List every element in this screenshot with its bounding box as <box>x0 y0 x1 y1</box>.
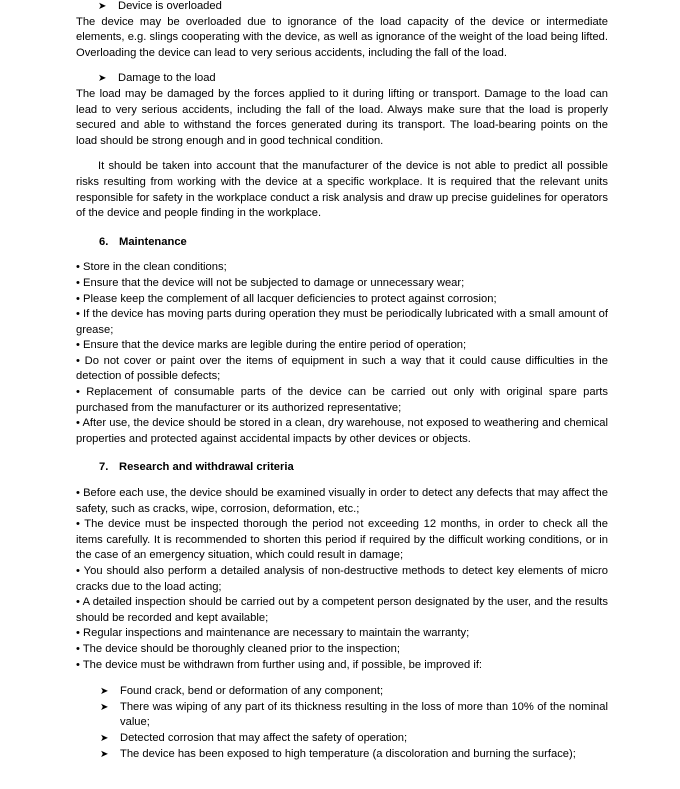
document-page <box>76 0 608 762</box>
arrowhead-bullet-icon: ➤ <box>98 73 107 85</box>
list-item: • If the device has moving parts during operation they must be periodically lubricated with a small amount of grease; <box>76 308 608 336</box>
section-heading-maintenance: 6. Maintenance <box>99 235 187 248</box>
paragraph-risk-analysis: It should be taken into account that the manufacturer of the device is not able to predict all possible risks resulting from working with the device at a specific workplace. It is required that the relevant units responsible for safety in the workplace conduct a risk analysis and draw up precise guidelines for operators of the device and people finding in the workplace. <box>76 160 608 220</box>
list-item: • Store in the clean conditions; <box>76 261 227 274</box>
withdrawal-criteria-list <box>76 684 608 762</box>
list-item: • Regular inspections and maintenance are necessary to maintain the warranty; <box>76 627 470 640</box>
subheading-device-overloaded: ➤ Device is overloaded <box>76 0 608 15</box>
list-item: • The device should be thoroughly cleaned prior to the inspection; <box>76 642 401 655</box>
arrowhead-bullet-icon: ➤ <box>98 1 107 12</box>
list-item: • Replacement of consumable parts of the device can be carried out only with original spare parts purchased from the manufacturer or its authorized representative; <box>76 386 608 414</box>
arrowhead-bullet-icon: ➤ <box>100 748 109 760</box>
section-heading-research: 7. Research and withdrawal criteria <box>99 461 294 474</box>
criteria-item: ➤ Detected corrosion that may affect the safety of operation; <box>100 731 608 747</box>
list-item: • The device must be withdrawn from further using and, if possible, be improved if: <box>76 658 483 671</box>
criteria-item: ➤ The device has been exposed to high temperature (a discoloration and burning the surface); <box>100 747 608 763</box>
list-item: • A detailed inspection should be carried out by a competent person designated by the user, and the results should be recorded and kept available; <box>76 596 608 624</box>
list-item: • Please keep the complement of all lacquer deficiencies to protect against corrosion; <box>76 292 497 305</box>
maintenance-list <box>76 260 608 447</box>
list-item: • Before each use, the device should be examined visually in order to detect any defects that may affect the safety, such as cracks, wipe, corrosion, deformation, etc.; <box>76 487 608 515</box>
list-item: • Ensure that the device marks are legible during the entire period of operation; <box>76 339 467 352</box>
research-list <box>76 486 608 673</box>
list-item: • The device must be inspected thorough the period not exceeding 12 months, in order to check all the items carefully. It is recommended to shorten this period if required by the difficult working conditions, or in the case of an emergency situation, which could result in damage; <box>76 518 608 562</box>
paragraph-overload: The device may be overloaded due to ignorance of the load capacity of the device or intermediate elements, e.g. slings cooperating with the device, as well as ignorance of the weight of the load being lifted. Overloading the device can lead to very serious accidents, including the fall of the load. <box>76 15 608 59</box>
subheading-damage-to-load: ➤ Damage to the load <box>76 71 608 87</box>
list-item: • Do not cover or paint over the items of equipment in such a way that it could cause difficulties in the detection of possible defects; <box>76 354 608 383</box>
arrowhead-bullet-icon: ➤ <box>100 732 109 744</box>
paragraph-damage: The load may be damaged by the forces applied to it during lifting or transport. Damage to the load can lead to very serious accidents, including the fall of the load. Always make sure that the load is properly secured and able to withstand the forces generated during its transport. The load-bearing points on the load should be strong enough and in good technical condition. <box>76 87 608 147</box>
list-item: • Ensure that the device will not be subjected to damage or unnecessary wear; <box>76 276 465 289</box>
criteria-item: ➤ Found crack, bend or deformation of any component; <box>100 684 608 700</box>
list-item: • You should also perform a detailed analysis of non-destructive methods to detect key elements of micro cracks due to the load acting; <box>76 565 608 593</box>
criteria-item: ➤ There was wiping of any part of its thickness resulting in the loss of more than 10% of the nominal value; <box>100 700 608 731</box>
list-item: • After use, the device should be stored in a clean, dry warehouse, not exposed to weathering and chemical properties and protected against accidental impacts by other devices or objects. <box>76 417 608 445</box>
arrowhead-bullet-icon: ➤ <box>100 686 109 698</box>
arrowhead-bullet-icon: ➤ <box>100 701 109 713</box>
